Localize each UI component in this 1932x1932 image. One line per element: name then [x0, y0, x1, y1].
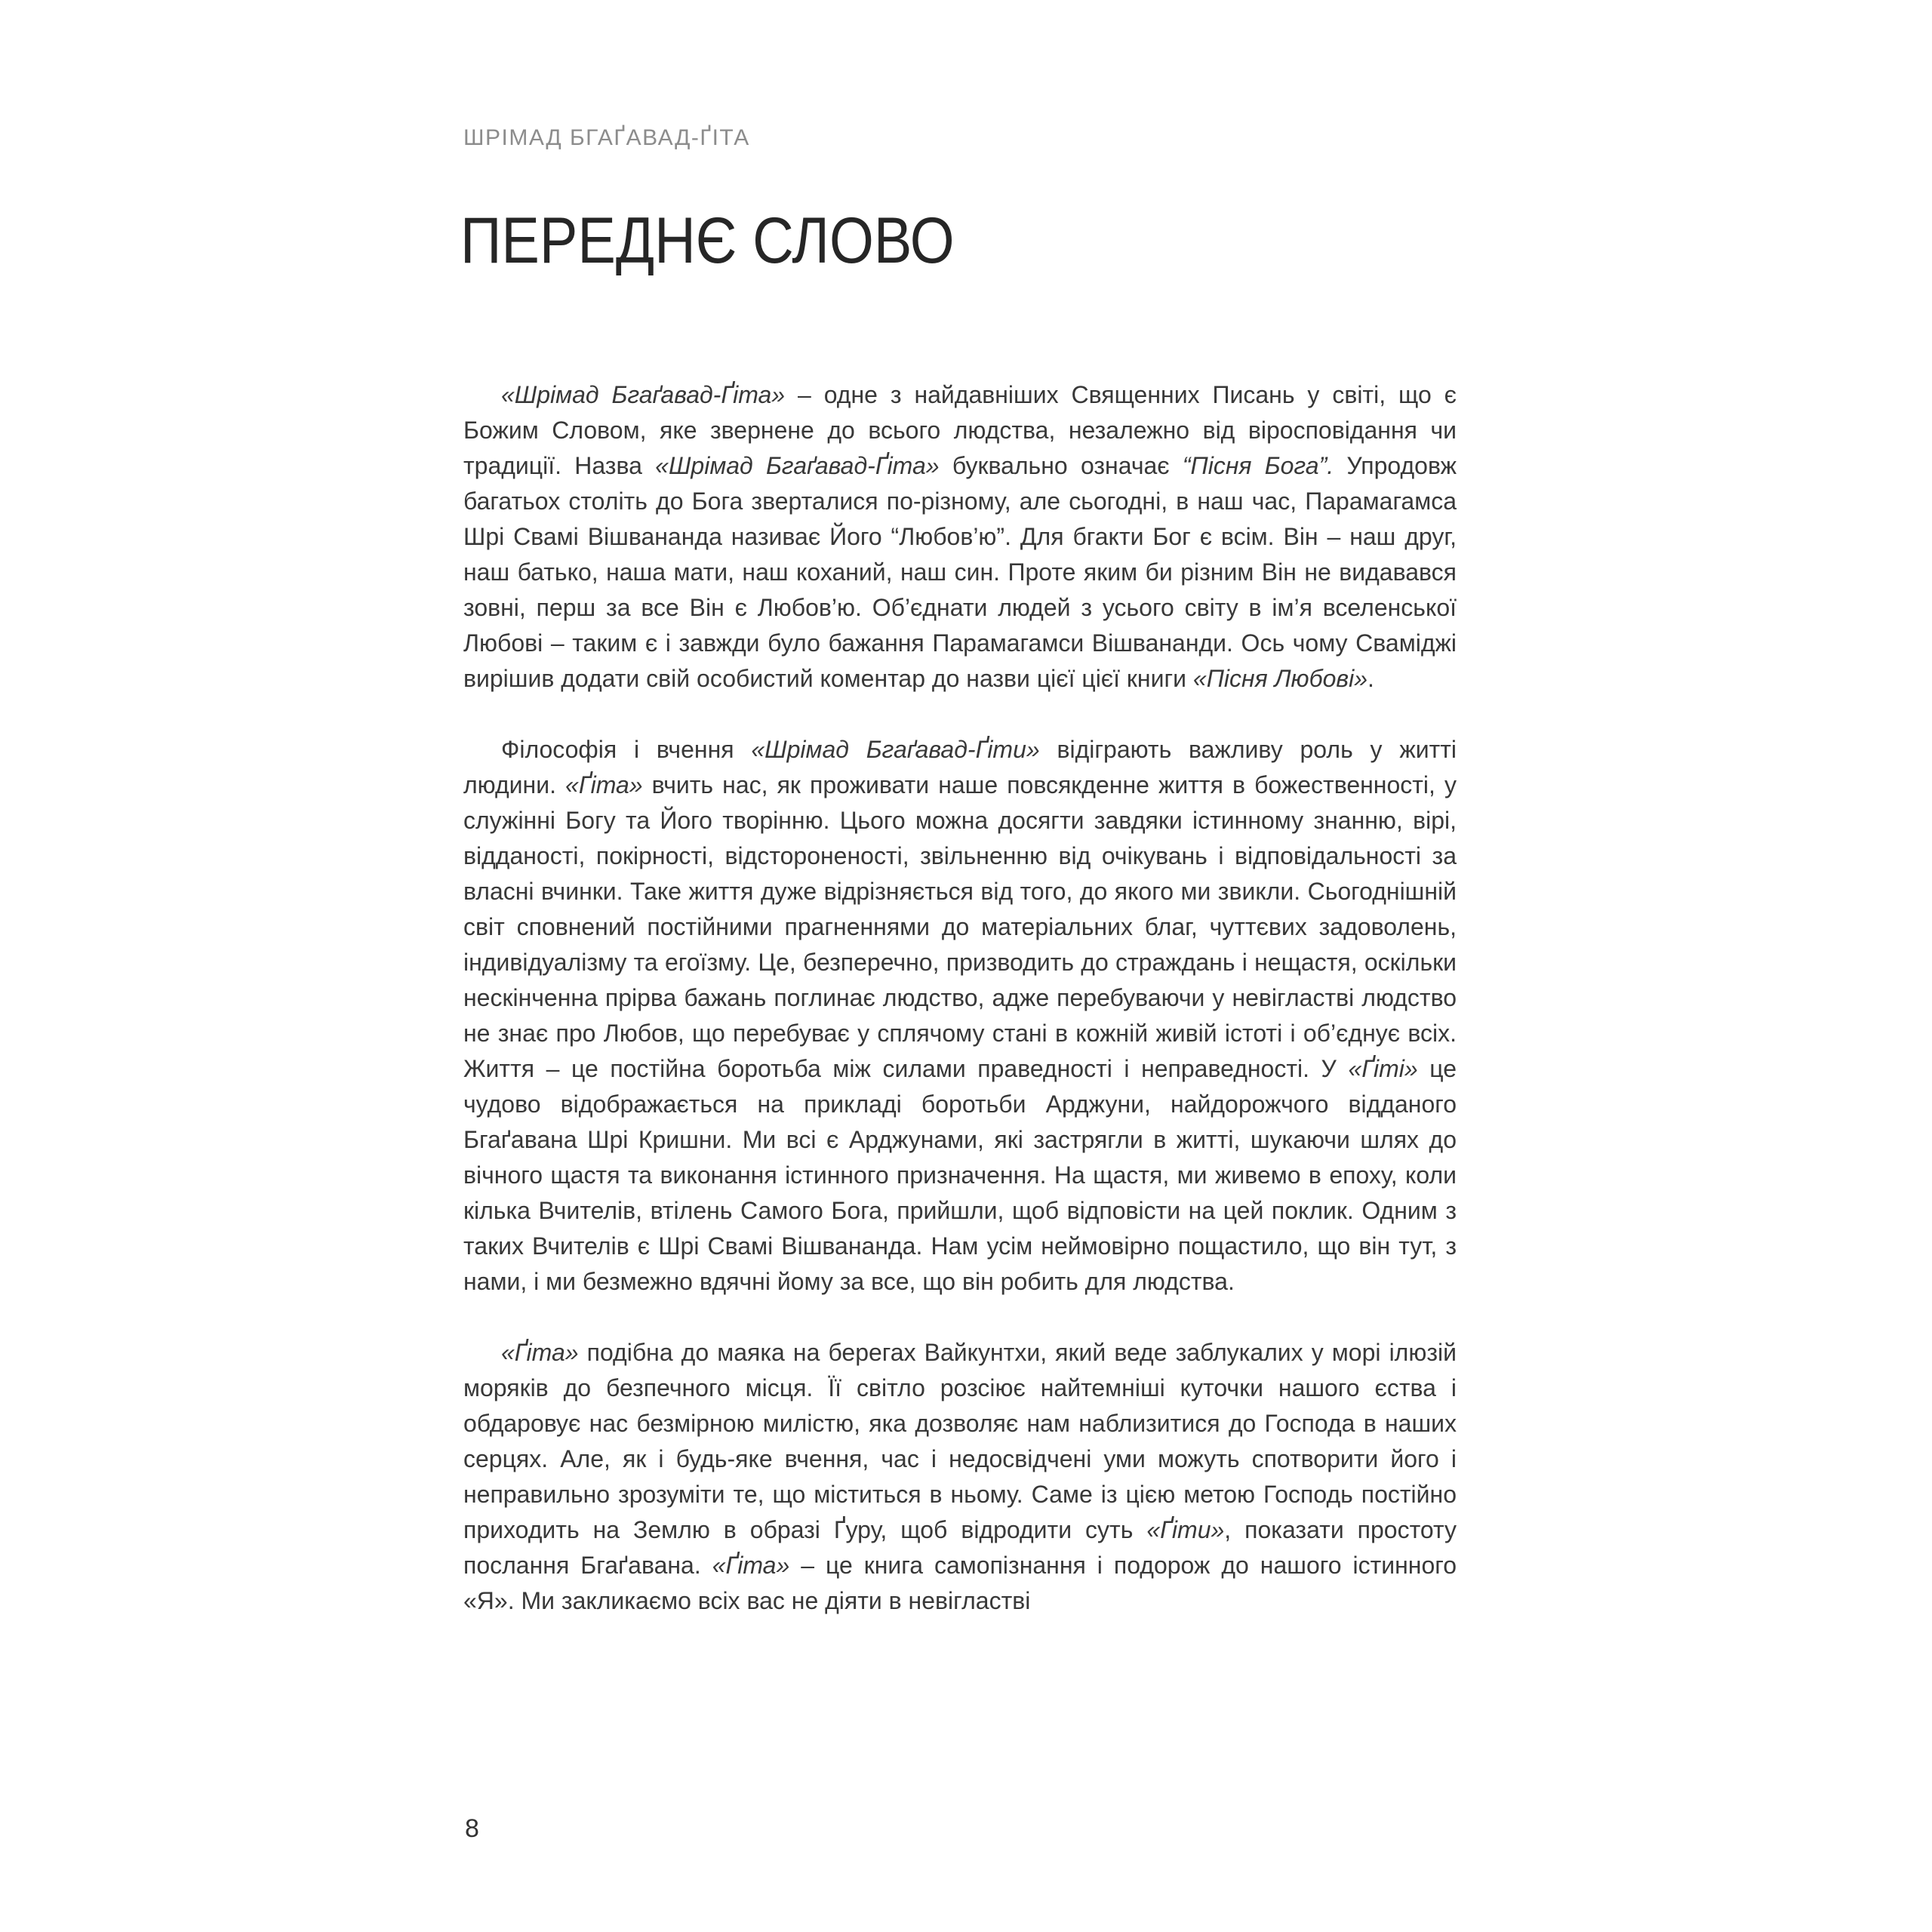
italic-text-run: «Шрімад Бгаґавад-Ґіта»: [501, 381, 786, 408]
text-run: .: [1367, 665, 1374, 692]
page-title: ПЕРЕДНЄ СЛОВО: [460, 205, 955, 277]
text-run: буквально означає: [939, 452, 1183, 479]
italic-text-run: «Ґіта»: [565, 771, 643, 798]
text-run: подібна до маяка на берегах Вайкунтхи, який веде заблукалих у морі ілюзій моряків до безпечного місця. Її світло розсіює найтемніші куточки нашого єства і обдаровує нас безмірною милістю, яка дозволяє нам наблизитися до Господа в наших серцях. Але, як і будь-яке вчення, час і недосвідчені уми можуть спотворити його і неправильно зрозуміти те, що міститься в ньому. Саме із цією метою Господь постійно приходить на Землю в образі Ґуру, щоб відродити суть: [463, 1339, 1457, 1543]
italic-text-run: «Шрімад Бгаґавад-Ґіти»: [751, 736, 1040, 763]
italic-text-run: «Ґіті»: [1348, 1055, 1418, 1082]
paragraph-3: [463, 1335, 1457, 1619]
body-text: [463, 377, 1457, 1654]
running-header: ШРІМАД БГАҐАВАД-ҐІТА: [463, 125, 750, 150]
text-run: , показати простоту послання Бгаґавана.: [463, 1516, 1457, 1579]
text-run: Упродовж багатьох століть до Бога зверталися по-різному, але сьогодні, в наш час, Парамагамса Шрі Свамі Вішвананда називає Його “Любов’ю”. Для бгакти Бог є всім. Він – наш друг, наш батько, наша мати, наш коханий, наш син. Проте яким би різним Він не видавався зовні, перш за все Він є Любов’ю. Об’єднати людей з усього світу в ім’я вселенської Любові – таким є і завжди було бажання Парамагамси Вішвананди. Ось чому Сваміджі вирішив додати свій особистий коментар до назви цієї цієї книги: [463, 452, 1457, 692]
paragraph-1: [463, 377, 1457, 697]
italic-text-run: “Пісня Бога”.: [1182, 452, 1334, 479]
text-run: вчить нас, як проживати наше повсякденне життя в божественності, у служінні Богу та Його творінню. Цього можна досягти завдяки істинному знанню, вірі, відданості, покірності, відстороненості, звільненню від очікувань і відповідальності за власні вчинки. Таке життя дуже відрізняється від того, до якого ми звикли. Сьогоднішній світ сповнений постійними прагненнями до матеріальних благ, чуттєвих задоволень, індивідуалізму та егоїзму. Це, безперечно, призводить до страждань і нещастя, оскільки нескінченна прірва бажань поглинає людство, адже перебуваючи у невігластві людство не знає про Любов, що перебуває у сплячому стані в кожній живій істоті і об’єднує всіх. Життя – це постійна боротьба між силами праведності і неправедності. У: [463, 771, 1457, 1082]
italic-text-run: «Шрімад Бгаґавад-Ґіта»: [655, 452, 940, 479]
italic-text-run: «Ґіта»: [501, 1339, 579, 1366]
italic-text-run: «Ґіти»: [1146, 1516, 1225, 1543]
text-run: – це книга самопізнання і подорож до нашого істинного «Я». Ми закликаємо всіх вас не діяти в невігластві: [463, 1552, 1457, 1614]
text-run: це чудово відображається на прикладі боротьби Арджуни, найдорожчого відданого Бгаґавана Шрі Кришни. Ми всі є Арджунами, які застрягли в житті, шукаючи шлях до вічного щастя та виконання істинного призначення. На щастя, ми живемо в епоху, коли кілька Вчителів, втілень Самого Бога, прийшли, щоб відповісти на цей поклик. Одним з таких Вчителів є Шрі Свамі Вішвананда. Нам усім неймовірно пощастило, що він тут, з нами, і ми безмежно вдячні йому за все, що він робить для людства.: [463, 1055, 1457, 1295]
text-run: Філософія і вчення: [501, 736, 752, 763]
italic-text-run: «Ґіта»: [712, 1552, 790, 1579]
text-run: відіграють важливу роль у житті людини.: [463, 736, 1457, 798]
text-run: – одне з найдавніших Священних Писань у світі, що є Божим Словом, яке звернене до всього людства, незалежно від віросповідання чи традиції. Назва: [463, 381, 1457, 479]
page-number: 8: [465, 1814, 479, 1843]
paragraph-2: [463, 732, 1457, 1300]
italic-text-run: «Пісня Любові»: [1192, 665, 1367, 692]
